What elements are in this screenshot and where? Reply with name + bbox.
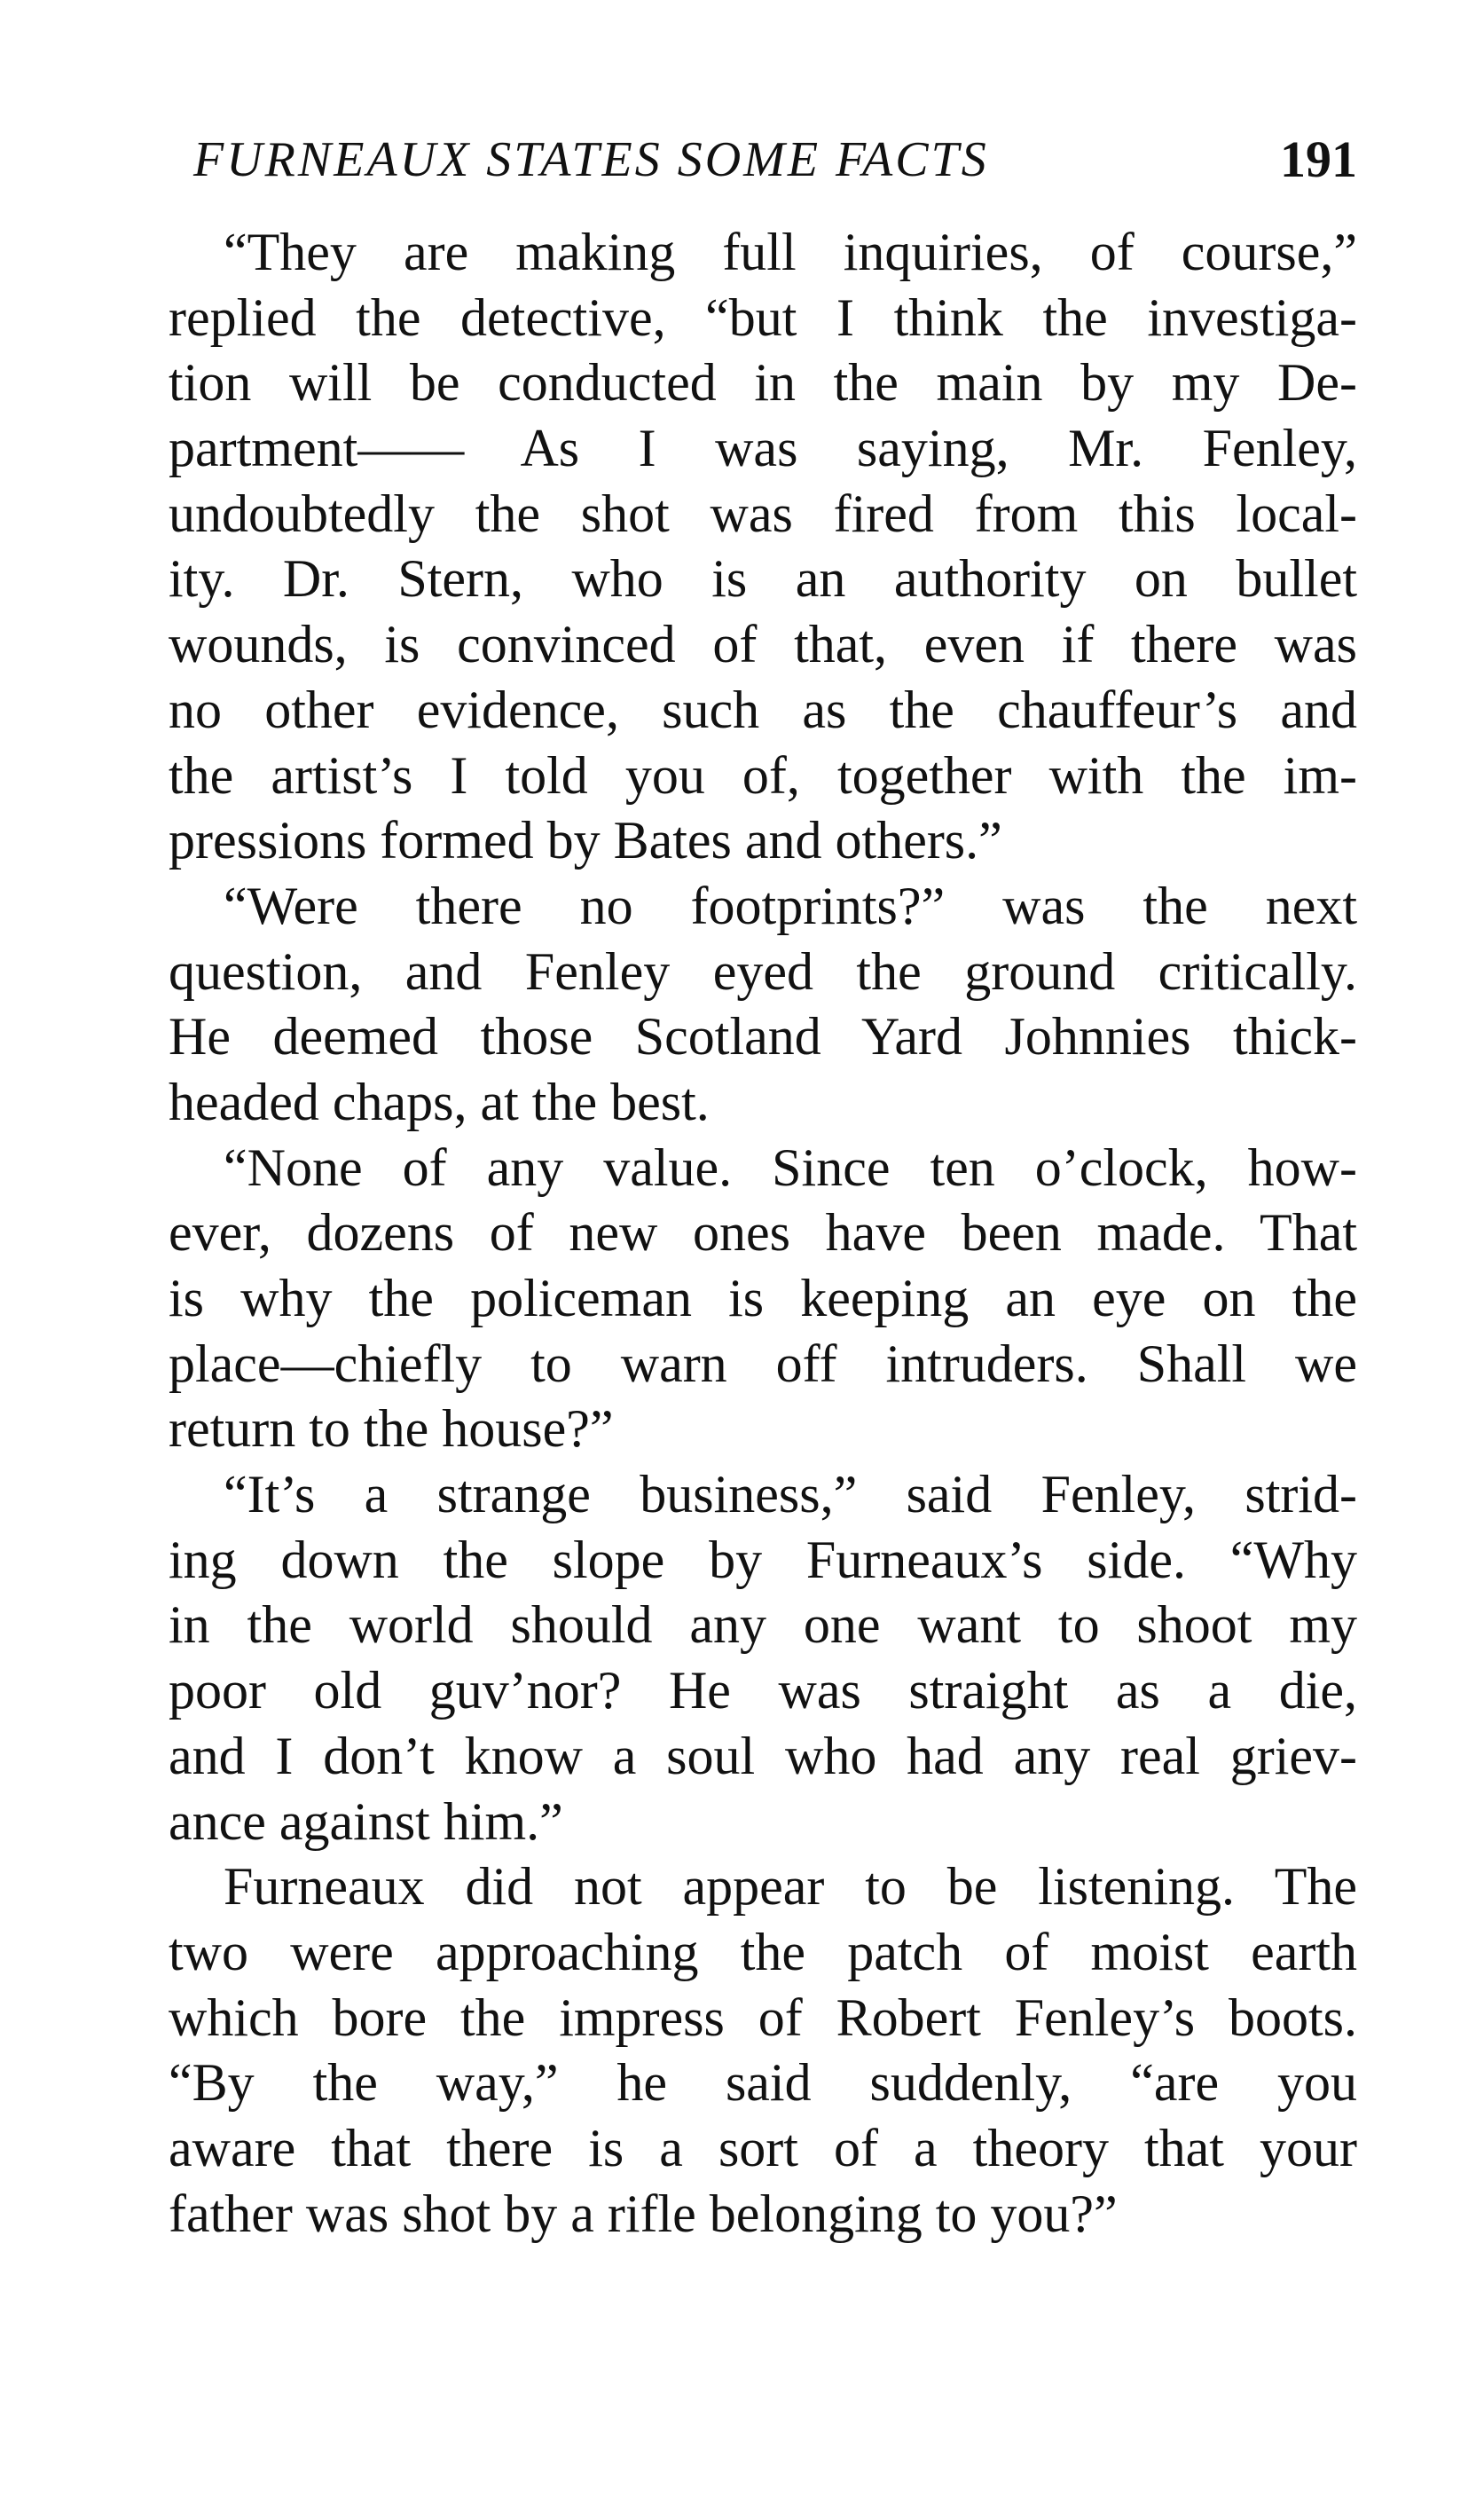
text-line: the artist’s I told you of, together with the im-	[169, 745, 1357, 805]
text-line: “Were there no footprints?” was the next	[224, 876, 1357, 935]
page-header	[177, 124, 1357, 195]
text-line: Furneaux did not appear to be listening. The	[224, 1857, 1357, 1917]
body-text	[169, 220, 1357, 2247]
text-line: partment—— As I was saying, Mr. Fenley,	[169, 419, 1357, 478]
page-number: 191	[1280, 130, 1357, 188]
text-line: He deemed those Scotland Yard Johnnies thick-	[169, 1007, 1357, 1067]
text-line: is why the policeman is keeping an eye on the	[169, 1269, 1357, 1327]
text-line: “It’s a strange business,” said Fenley, strid-	[224, 1465, 1357, 1524]
text-line: no other evidence, such as the chauffeur’s and	[169, 680, 1357, 739]
text-line: wounds, is convinced of that, even if there was	[169, 615, 1357, 674]
text-line: return to the house?”	[169, 1399, 614, 1459]
running-title: FURNEAUX STATES SOME FACTS	[193, 132, 989, 187]
text-line: pressions formed by Bates and others.”	[169, 811, 1002, 870]
text-line: ance against him.”	[169, 1791, 563, 1851]
text-line: ever, dozens of new ones have been made. That	[169, 1203, 1357, 1263]
text-line: place—chiefly to warn off intruders. Shall we	[169, 1334, 1357, 1393]
text-line: poor old guv’nor? He was straight as a die,	[169, 1661, 1357, 1720]
text-line: replied the detective, “but I think the investiga-	[169, 287, 1357, 347]
text-line: ity. Dr. Stern, who is an authority on bullet	[169, 549, 1357, 609]
text-line: tion will be conducted in the main by my De-	[169, 353, 1357, 413]
text-line: aware that there is a sort of a theory that your	[169, 2118, 1357, 2177]
text-line: question, and Fenley eyed the ground critically.	[169, 941, 1357, 1001]
text-line: “None of any value. Since ten o’clock, how-	[224, 1137, 1357, 1197]
text-line: and I don’t know a soul who had any real griev-	[169, 1726, 1357, 1785]
text-line: “They are making full inquiries, of course,”	[224, 223, 1357, 281]
text-line: in the world should any one want to shoot my	[169, 1595, 1357, 1655]
text-line: which bore the impress of Robert Fenley’s boots.	[169, 1988, 1357, 2047]
text-line: headed chaps, at the best.	[169, 1072, 710, 1131]
text-line: ing down the slope by Furneaux’s side. “Why	[169, 1530, 1357, 1589]
text-line: “By the way,” he said suddenly, “are you	[169, 2053, 1357, 2113]
text-line: father was shot by a rifle belonging to you?”	[169, 2184, 1118, 2243]
text-line: undoubtedly the shot was fired from this local-	[169, 484, 1357, 543]
text-line: two were approaching the patch of moist earth	[169, 1922, 1357, 1981]
